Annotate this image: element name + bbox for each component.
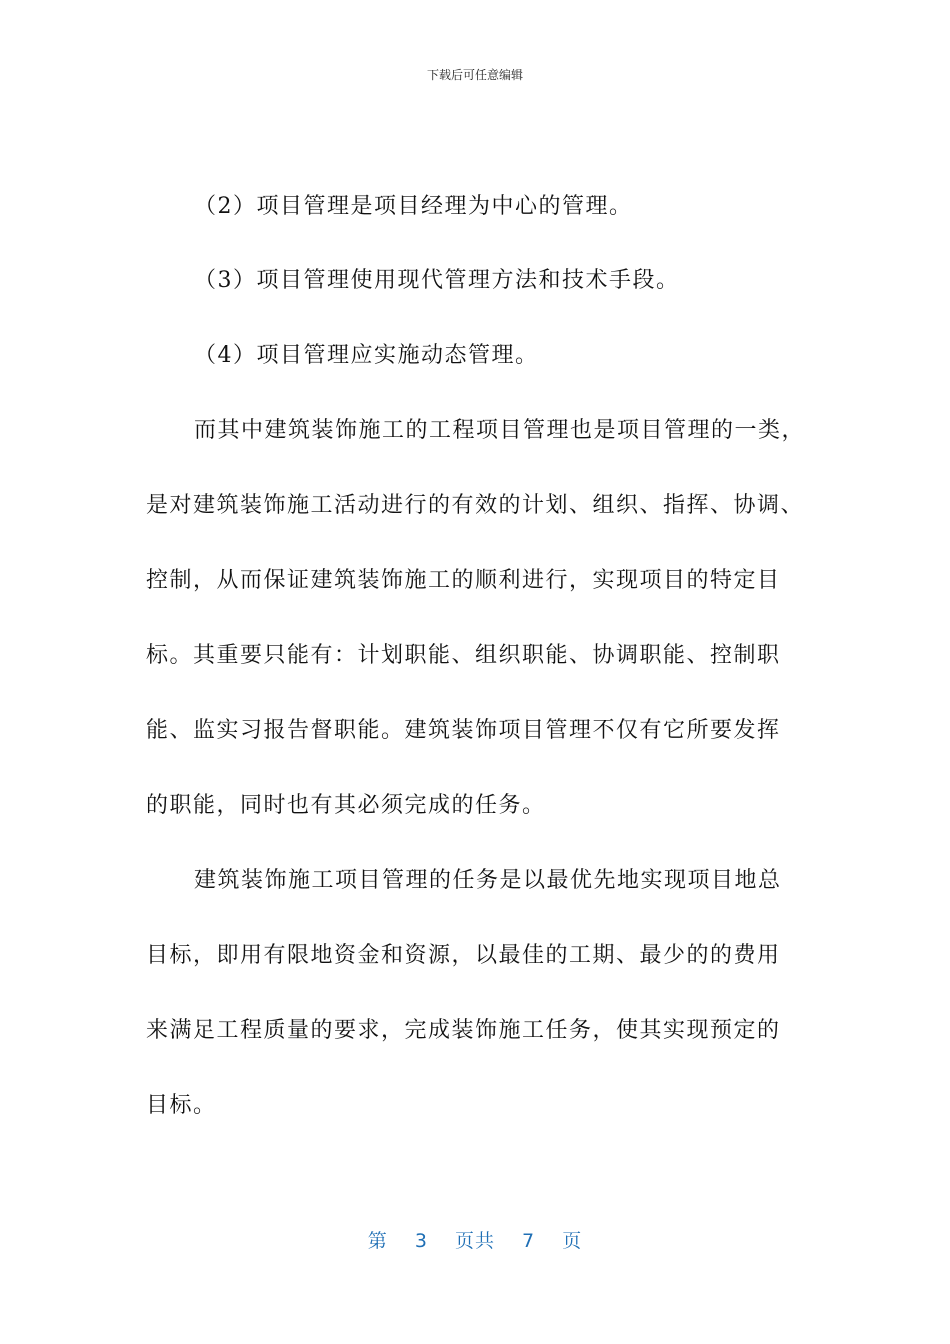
paragraph-line: 而其中建筑装饰施工的工程项目管理也是项目管理的一类， [194,418,806,443]
list-item: （3）项目管理使用现代管理方法和技术手段。 [194,268,680,293]
total-page-count: 7 [522,1230,536,1252]
paragraph-line: 来满足工程质量的要求，完成装饰施工任务，使其实现预定的 [146,1018,781,1043]
paragraph-line: 是对建筑装饰施工活动进行的有效的计划、组织、指挥、协调、 [146,493,805,518]
paragraph-line: 能、监实习报告督职能。建筑装饰项目管理不仅有它所要发挥 [146,718,781,743]
paragraph-line: 的职能，同时也有其必须完成的任务。 [146,793,546,818]
paragraph-line: 建筑装饰施工项目管理的任务是以最优先地实现项目地总 [194,868,782,893]
header-note: 下载后可任意编辑 [426,68,523,82]
page-footer [0,1226,950,1253]
list-item: （2）项目管理是项目经理为中心的管理。 [194,194,633,219]
footer-prefix: 第 [367,1230,388,1252]
paragraph-line: 标。其重要只能有：计划职能、组织职能、协调职能、控制职 [146,643,781,668]
list-item: （4）项目管理应实施动态管理。 [194,343,539,368]
footer-suffix: 页 [562,1230,583,1252]
paragraph-line: 目标。 [146,1093,217,1118]
current-page-number: 3 [414,1230,428,1252]
footer-middle: 页共 [454,1230,495,1252]
paragraph-line: 目标，即用有限地资金和资源，以最佳的工期、最少的的费用 [146,943,781,968]
paragraph-line: 控制，从而保证建筑装饰施工的顺利进行，实现项目的特定目 [146,568,781,593]
